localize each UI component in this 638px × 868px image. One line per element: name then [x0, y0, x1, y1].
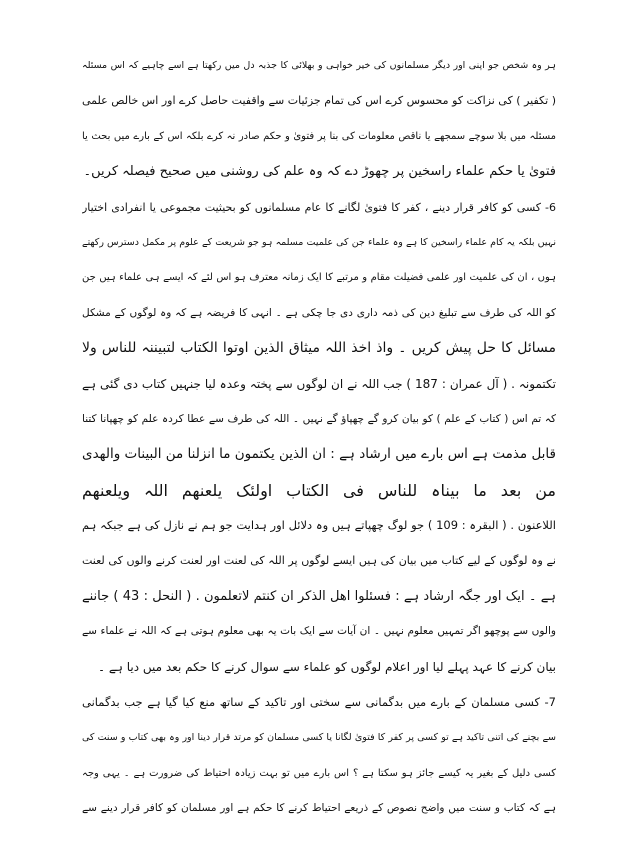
text-line: مسئلہ میں بلا سوچے سمجھے یا ناقص معلومات کی بنا پر فتویٰ و حکم صادر نہ کرے بلکہ اس کے بارے میں بحث یا	[82, 130, 556, 142]
text-line: فتویٰ یا حکم علماء راسخین پر چھوڑ دے کہ وہ علم کی روشنی میں صحیح فیصلہ کریں۔	[83, 164, 556, 180]
text-line: 7- کسی مسلمان کے بارے میں بدگمانی سے سختی اور تاکید کے ساتھ منع کیا گیا ہے جب بدگمانی	[82, 695, 556, 710]
text-line: من بعد ما بیناہ للناس فی الکتاب اولئک یلعنھم اللہ ویلعنھم	[82, 480, 556, 500]
text-line: ہر وہ شخص جو اپنی اور دیگر مسلمانوں کی خیر خواہی و بھلائی کا جذبہ دل میں رکھتا ہے اسے چاہیے کہ اس مسئلہ	[82, 60, 556, 71]
urdu-text-body	[82, 48, 556, 827]
text-line: بیان کرنے کا عہد پہلے لیا اور اعلام لوگوں کو علماء سے سوال کرنے کا حکم بعد میں دیا ہے ۔	[97, 659, 556, 674]
text-line: ( تکفیر ) کی نزاکت کو محسوس کرے اس کی تمام جزئیات سے واقفیت حاصل کرے اور اس خالص علمی	[82, 94, 556, 108]
text-line: قابل مذمت ہے اس بارے میں ارشاد ہے : ان الذین یکتمون ما انزلنا من البینات والھدی	[82, 446, 556, 463]
text-line: تکتمونہ . ( آل عمران : 187 ) جب اللہ نے ان لوگوں سے پختہ وعدہ لیا جنہیں کتاب دی گئی ہے	[82, 376, 556, 391]
text-line: نے وہ لوگوں کے لیے کتاب میں بیان کی ہیں ایسے لوگوں پر اللہ کی لعنت اور لعنت کرنے والوں کی لعنت	[82, 554, 556, 568]
text-line: سے بچنے کی اتنی تاکید ہے تو کسی پر کفر کا فتویٰ لگانا یا کسی مسلمان کو مرتد قرار دینا اور وہ بھی کتاب و سنت کی	[82, 732, 556, 744]
text-line: 6- کسی کو کافر قرار دینے ، کفر کا فتویٰ لگانے کا عام مسلمانوں کو بحیثیت مجموعی یا انفرادی اختیار	[82, 200, 556, 214]
text-line: کو اللہ کی طرف سے تبلیغ دین کی ذمہ داری دی جا چکی ہے ۔ انہی کا فریضہ ہے کہ وہ لوگوں کے مشکل	[82, 306, 556, 319]
text-line: کسی دلیل کے بغیر یہ کیسے جائز ہو سکتا ہے ؟ اس بارے میں تو بہت زیادہ احتیاط کی ضرورت ہے ۔ یہی وجہ	[82, 767, 556, 779]
text-line: نہیں بلکہ یہ کام علماء راسخین کا ہے وہ علماء جن کی علمیت مسلمہ ہو جو شریعت کے علوم پر مکمل دسترس رکھتے	[82, 236, 556, 248]
text-line: والوں سے پوچھو اگر تمہیں معلوم نہیں ۔ ان آیات سے ایک بات یہ بھی معلوم ہوتی ہے کہ اللہ نے علماء سے	[82, 625, 556, 638]
text-line: ہے کہ کتاب و سنت میں واضح نصوص کے ذریعے احتیاط کرنے کا حکم ہے اور مسلمان کو کافر قرار دینے سے	[82, 802, 556, 815]
text-line: ہے ۔ ایک اور جگہ ارشاد ہے : فسئلوا اھل الذکر ان کنتم لاتعلمون . ( النحل : 43 ) جاننے	[82, 588, 556, 604]
text-line: اللاعنون . ( البقرہ : 109 ) جو لوگ چھپاتے ہیں وہ دلائل اور ہدایت جو ہم نے نازل کی ہے جبکہ ہم	[82, 518, 556, 533]
text-line: مسائل کا حل پیش کریں ۔ واذ اخذ اللہ میثاق الذین اوتوا الکتاب لتبیننہ للناس ولا	[82, 340, 556, 357]
text-line: کہ تم اس ( کتاب کے علم ) کو بیان کرو گے چھپاؤ گے نہیں ۔ اللہ کی طرف سے عطا کردہ علم کو چھپانا کتنا	[82, 412, 556, 425]
text-line: ہوں ، ان کی علمیت اور علمی فضیلت مقام و مرتبے کا ایک زمانہ معترف ہو اس لئے کہ ایسے ہی علماء ہیں جن	[82, 272, 556, 284]
